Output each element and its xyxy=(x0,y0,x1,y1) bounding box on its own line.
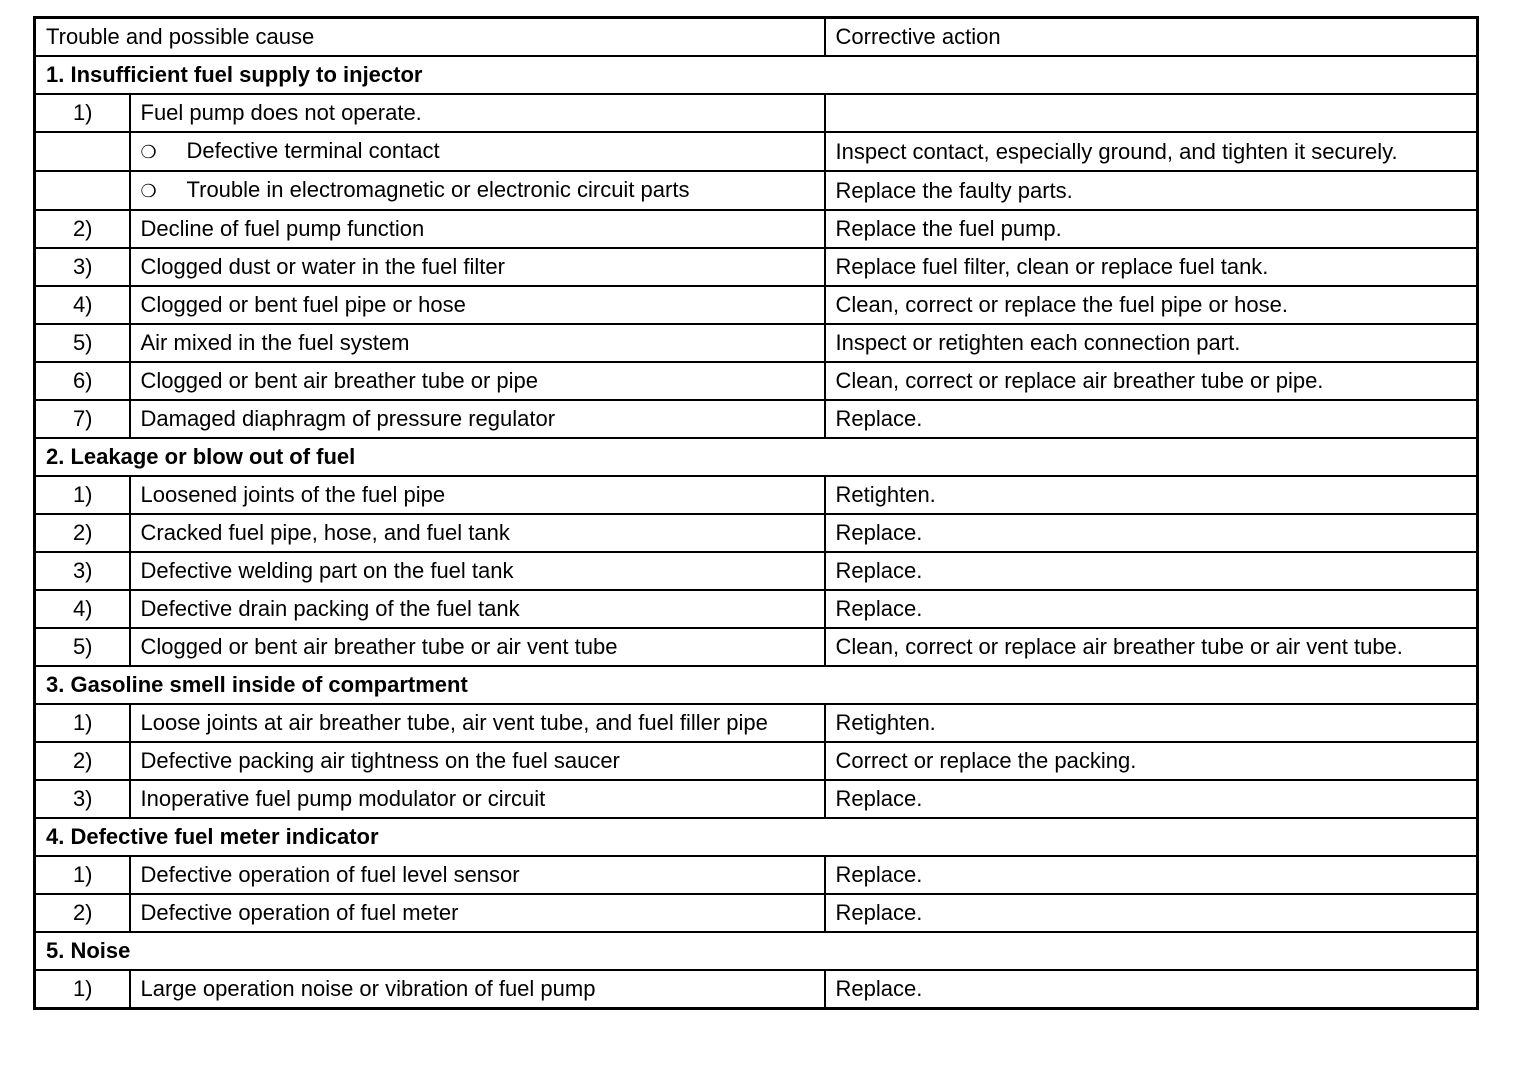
row-number xyxy=(35,171,130,210)
table-row xyxy=(35,590,1478,628)
cause-text: Fuel pump does not operate. xyxy=(140,100,422,125)
cause-text: Clogged or bent air breather tube or air vent tube xyxy=(140,634,618,659)
cause-cell xyxy=(130,132,825,171)
header-action: Corrective action xyxy=(825,18,1478,57)
row-number: 1) xyxy=(35,856,130,894)
cause-cell xyxy=(130,894,825,932)
cause-text: Clogged dust or water in the fuel filter xyxy=(140,254,505,279)
row-number: 7) xyxy=(35,400,130,438)
header-cause: Trouble and possible cause xyxy=(35,18,825,57)
row-number: 2) xyxy=(35,514,130,552)
cause-text: Defective operation of fuel meter xyxy=(140,900,459,925)
action-cell: Inspect contact, especially ground, and tighten it securely. xyxy=(825,132,1478,171)
cause-text: Loosened joints of the fuel pipe xyxy=(140,482,446,507)
row-number: 2) xyxy=(35,894,130,932)
action-cell xyxy=(825,94,1478,132)
action-cell: Replace. xyxy=(825,970,1478,1009)
action-cell: Replace fuel filter, clean or replace fuel tank. xyxy=(825,248,1478,286)
cause-text: Defective welding part on the fuel tank xyxy=(140,558,514,583)
cause-text: Trouble in electromagnetic or electronic circuit parts xyxy=(186,177,690,202)
cause-cell xyxy=(130,362,825,400)
cause-text: Defective terminal contact xyxy=(186,138,440,163)
table-row xyxy=(35,856,1478,894)
troubleshooting-table xyxy=(33,16,1479,1010)
section-row xyxy=(35,56,1478,94)
row-number: 4) xyxy=(35,590,130,628)
table-row xyxy=(35,894,1478,932)
table-row xyxy=(35,362,1478,400)
row-number: 1) xyxy=(35,94,130,132)
row-number: 4) xyxy=(35,286,130,324)
cause-text: Clogged or bent fuel pipe or hose xyxy=(140,292,466,317)
section-title: 3. Gasoline smell inside of compartment xyxy=(35,666,1478,704)
cause-cell xyxy=(130,248,825,286)
cause-cell xyxy=(130,514,825,552)
row-number xyxy=(35,132,130,171)
cause-cell xyxy=(130,742,825,780)
table-row xyxy=(35,132,1478,171)
row-number: 1) xyxy=(35,476,130,514)
action-cell: Replace. xyxy=(825,552,1478,590)
action-cell: Replace the faulty parts. xyxy=(825,171,1478,210)
action-cell: Clean, correct or replace air breather tube or air vent tube. xyxy=(825,628,1478,666)
action-cell: Correct or replace the packing. xyxy=(825,742,1478,780)
row-number: 2) xyxy=(35,210,130,248)
table-row xyxy=(35,628,1478,666)
table-row xyxy=(35,171,1478,210)
action-cell: Replace the fuel pump. xyxy=(825,210,1478,248)
cause-text: Damaged diaphragm of pressure regulator xyxy=(140,406,556,431)
cause-cell xyxy=(130,552,825,590)
table-row xyxy=(35,248,1478,286)
action-cell: Replace. xyxy=(825,514,1478,552)
table-row xyxy=(35,476,1478,514)
action-cell: Inspect or retighten each connection part. xyxy=(825,324,1478,362)
cause-cell xyxy=(130,628,825,666)
action-cell: Clean, correct or replace air breather tube or pipe. xyxy=(825,362,1478,400)
table-row xyxy=(35,94,1478,132)
cause-cell xyxy=(130,856,825,894)
row-number: 1) xyxy=(35,704,130,742)
row-number: 2) xyxy=(35,742,130,780)
table-row xyxy=(35,970,1478,1009)
table-row xyxy=(35,400,1478,438)
table-row xyxy=(35,780,1478,818)
cause-cell xyxy=(130,590,825,628)
action-cell: Replace. xyxy=(825,780,1478,818)
table-row xyxy=(35,742,1478,780)
cause-text: Defective packing air tightness on the fuel saucer xyxy=(140,748,620,773)
cause-cell xyxy=(130,94,825,132)
cause-cell xyxy=(130,780,825,818)
cause-text: Clogged or bent air breather tube or pipe xyxy=(140,368,538,393)
cause-cell xyxy=(130,704,825,742)
section-title: 2. Leakage or blow out of fuel xyxy=(35,438,1478,476)
circle-bullet-icon: ❍ xyxy=(140,181,157,201)
section-row xyxy=(35,438,1478,476)
cause-cell xyxy=(130,286,825,324)
action-cell: Replace. xyxy=(825,400,1478,438)
action-cell: Replace. xyxy=(825,590,1478,628)
cause-text: Inoperative fuel pump modulator or circuit xyxy=(140,786,546,811)
section-row xyxy=(35,932,1478,970)
row-number: 3) xyxy=(35,552,130,590)
cause-cell xyxy=(130,171,825,210)
table-row xyxy=(35,552,1478,590)
row-number: 3) xyxy=(35,780,130,818)
section-row xyxy=(35,666,1478,704)
cause-cell xyxy=(130,324,825,362)
row-number: 5) xyxy=(35,628,130,666)
cause-text: Defective drain packing of the fuel tank xyxy=(140,596,520,621)
cause-cell xyxy=(130,476,825,514)
action-cell: Clean, correct or replace the fuel pipe or hose. xyxy=(825,286,1478,324)
section-row xyxy=(35,818,1478,856)
row-number: 1) xyxy=(35,970,130,1009)
circle-bullet-icon: ❍ xyxy=(140,142,157,162)
cause-cell xyxy=(130,970,825,1009)
header-row xyxy=(35,18,1478,57)
cause-text: Air mixed in the fuel system xyxy=(140,330,410,355)
action-cell: Replace. xyxy=(825,894,1478,932)
action-cell: Retighten. xyxy=(825,704,1478,742)
row-number: 5) xyxy=(35,324,130,362)
table-body xyxy=(35,18,1478,1009)
cause-cell xyxy=(130,210,825,248)
cause-text: Large operation noise or vibration of fuel pump xyxy=(140,976,596,1001)
section-title: 5. Noise xyxy=(35,932,1478,970)
cause-text: Defective operation of fuel level sensor xyxy=(140,862,520,887)
action-cell: Replace. xyxy=(825,856,1478,894)
section-title: 4. Defective fuel meter indicator xyxy=(35,818,1478,856)
table-row xyxy=(35,514,1478,552)
row-number: 3) xyxy=(35,248,130,286)
action-cell: Retighten. xyxy=(825,476,1478,514)
cause-text: Loose joints at air breather tube, air vent tube, and fuel filler pipe xyxy=(140,710,768,735)
cause-cell xyxy=(130,400,825,438)
table-row xyxy=(35,704,1478,742)
table-row xyxy=(35,286,1478,324)
table-row xyxy=(35,210,1478,248)
row-number: 6) xyxy=(35,362,130,400)
cause-text: Decline of fuel pump function xyxy=(140,216,425,241)
cause-text: Cracked fuel pipe, hose, and fuel tank xyxy=(140,520,510,545)
table-row xyxy=(35,324,1478,362)
section-title: 1. Insufficient fuel supply to injector xyxy=(35,56,1478,94)
